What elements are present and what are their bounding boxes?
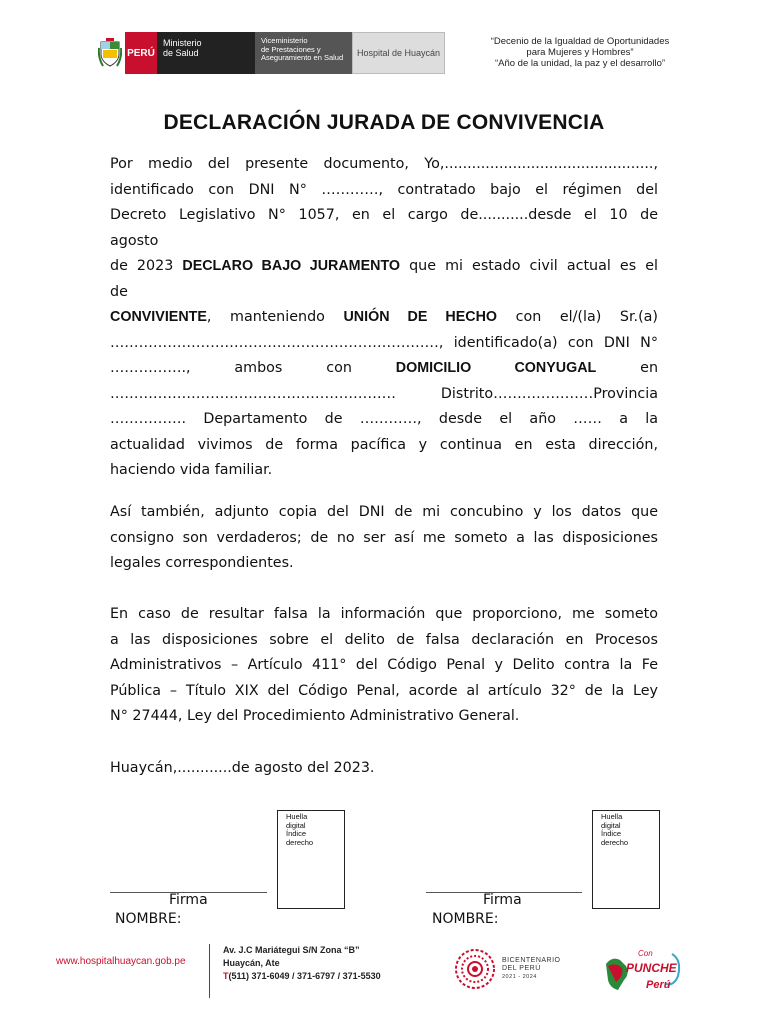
place-date <box>110 756 658 782</box>
bicentenario-line: DEL PERÚ <box>502 965 541 972</box>
decree-line: “Año de la unidad, la paz y el desarrollo” <box>494 58 666 69</box>
legal-paragraph <box>110 602 658 730</box>
firma-label: Firma <box>169 892 208 908</box>
punche-word: Con <box>638 949 653 958</box>
viceministerio-label: Viceministerio de Prestaciones y Aseguramiento en Salud <box>255 32 352 74</box>
hospital-address <box>223 944 381 983</box>
text-line: actualidad vivimos de forma pacífica y continua en esta dirección, <box>110 436 658 453</box>
address-line: Huaycán, Ate <box>223 958 280 968</box>
text-line: consigno son verdaderos; de no ser así me someto a las disposiciones <box>110 529 658 546</box>
text-fragment: en <box>596 360 658 376</box>
bold-fragment: DECLARO BAJO JURAMENTO <box>182 258 401 274</box>
text-line <box>110 305 658 331</box>
bicentenario-years: 2021 - 2024 <box>502 974 537 980</box>
bold-fragment: UNIÓN DE HECHO <box>343 309 498 325</box>
text-line: legales correspondientes. <box>110 555 294 571</box>
text-line: Así también, adjunto copia del DNI de mi concubino y los datos que <box>110 504 658 520</box>
government-header <box>95 32 445 74</box>
text-line: ……………………………………………………………, identificado(a) con DNI N° <box>110 334 658 351</box>
punche-word: PUNCHE <box>626 961 677 975</box>
fingerprint-box: Huella digital Índice derecho <box>277 810 345 909</box>
text-fragment: que mi estado civil actual es el <box>400 258 658 274</box>
text-line: …………………………………………………… Distrito…………………Provincia <box>110 385 658 402</box>
peru-coat-of-arms-icon <box>95 32 125 74</box>
hospital-label: Hospital de Huaycán <box>352 32 445 74</box>
text-line: N° 27444, Ley del Procedimiento Administrativo General. <box>110 708 520 724</box>
ministerio-label: Ministerio de Salud <box>157 32 255 74</box>
website-link[interactable]: www.hospitalhuaycan.gob.pe <box>56 956 186 967</box>
phone-line <box>223 970 381 983</box>
phone-numbers: (511) 371-6049 / 371-6797 / 371-5530 <box>228 971 381 981</box>
text-line: Pública – Título XIX del Código Penal, acorde al artículo 32° de la Ley <box>110 682 658 699</box>
text-fragment: , manteniendo <box>206 309 344 325</box>
text-line: Decreto Legislativo N° 1057, en el cargo de...........desde el 10 de <box>110 207 658 223</box>
text-fragment: ……………., ambos con <box>110 360 396 376</box>
firma-label: Firma <box>483 892 522 908</box>
text-line: Huaycán,............de agosto del 2023. <box>110 760 375 776</box>
con-punche-peru-logo <box>602 944 686 994</box>
punche-word: Perú <box>646 979 671 991</box>
text-line: En caso de resultar falsa la información que proporciono, me someto <box>110 606 658 622</box>
bicentenario-line: BICENTENARIO <box>502 957 561 964</box>
text-line: agosto <box>110 232 159 249</box>
text-line: identificado con DNI N° …………, contratado bajo el régimen del <box>110 181 658 198</box>
nombre-label: NOMBRE: <box>115 911 182 927</box>
decree-text <box>470 36 690 69</box>
text-line: ……………. Departamento de …………, desde el año …… a la <box>110 411 658 427</box>
declaration-paragraph <box>110 152 658 484</box>
text-line: Por medio del presente documento, Yo,.............................................., <box>110 156 658 172</box>
bold-fragment: DOMICILIO CONYUGAL <box>395 360 597 376</box>
text-fragment: de 2023 <box>110 258 183 274</box>
text-line: Administrativos – Artículo 411° del Código Penal y Delito contra la Fe <box>110 657 658 673</box>
decree-line: para Mujeres y Hombres” <box>526 47 634 58</box>
text-line <box>110 254 658 280</box>
bicentenario-text <box>502 957 561 981</box>
phone-prefix: T <box>223 971 229 981</box>
bold-fragment: CONVIVIENTE <box>110 309 207 325</box>
con-punche-peru-logo-icon <box>602 944 686 994</box>
nombre-label: NOMBRE: <box>432 911 499 927</box>
fingerprint-box: Huella digital Índice derecho <box>592 810 660 909</box>
text-line <box>110 356 658 382</box>
bicentenario-logo <box>452 946 561 992</box>
footer-divider <box>209 944 210 998</box>
bicentenario-logo-icon <box>452 946 498 992</box>
text-line: de <box>110 283 128 300</box>
decree-line: “Decenio de la Igualdad de Oportunidades <box>490 36 670 47</box>
text-line: haciendo vida familiar. <box>110 462 273 478</box>
text-fragment: con el/(la) Sr.(a) <box>497 309 658 325</box>
peru-label: PERÚ <box>125 32 157 74</box>
text-line: a las disposiciones sobre el delito de falsa declaración en Procesos <box>110 631 658 648</box>
address-line: Av. J.C Mariátegui S/N Zona “B” <box>223 945 360 955</box>
ministerio-logo <box>95 32 255 74</box>
document-title: DECLARACIÓN JURADA DE CONVIVENCIA <box>163 111 605 134</box>
dni-paragraph <box>110 500 658 577</box>
